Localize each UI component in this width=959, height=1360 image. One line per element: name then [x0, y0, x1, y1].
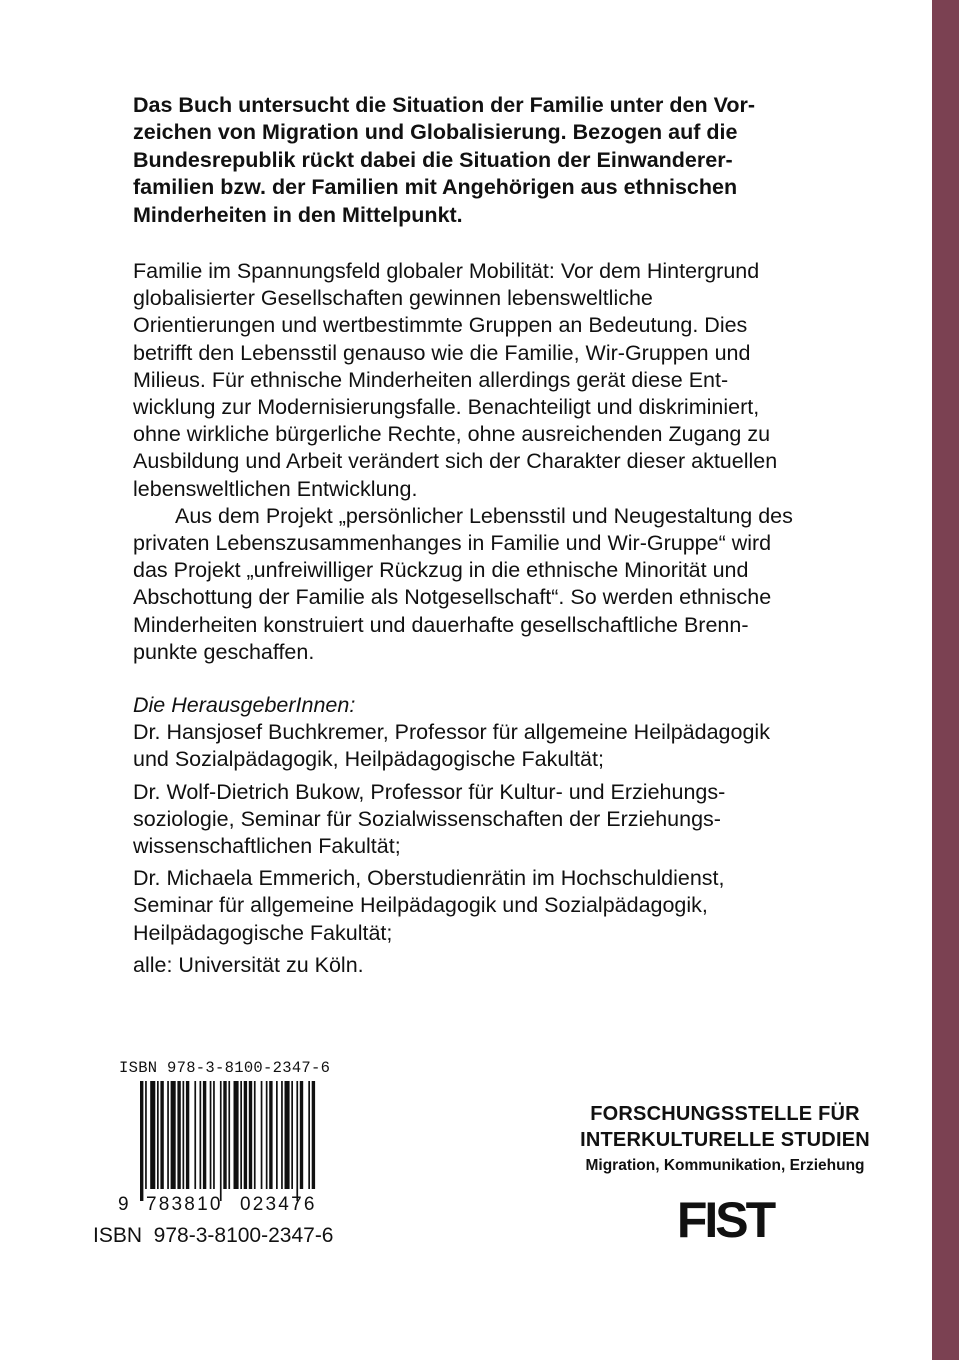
barcode-bar: [223, 1081, 226, 1189]
publisher-line-1: FORSCHUNGSSTELLE FÜR: [590, 1103, 860, 1125]
barcode-bar: [266, 1081, 268, 1189]
editor-entry: [133, 719, 893, 773]
barcode-bar: [291, 1081, 293, 1189]
barcode-bar: [213, 1081, 215, 1189]
editor-line: wissenschaftlichen Fakultät;: [133, 834, 401, 859]
body-line: lebensweltlichen Entwicklung.: [133, 476, 418, 501]
barcode-bar: [281, 1081, 283, 1189]
barcode-bar: [200, 1081, 202, 1189]
intro-line: Das Buch untersucht die Situation der Familie unter den Vor-: [133, 93, 755, 117]
barcode-right-digits: 023476: [240, 1194, 317, 1213]
publisher-tagline: Migration, Kommunikation, Erziehung: [585, 1157, 865, 1174]
barcode-bar: [312, 1081, 315, 1189]
editor-line: Dr. Michaela Emmerich, Oberstudienrätin im Hochschuldienst,: [133, 866, 725, 891]
editors-section: [133, 692, 893, 979]
barcode-bar: [261, 1081, 263, 1189]
barcode-bar: [140, 1081, 143, 1201]
isbn-text: ISBN 978-3-8100-2347-6: [93, 1224, 334, 1247]
barcode-left-digits: 783810: [146, 1194, 223, 1213]
editors-heading: Die HerausgeberInnen:: [133, 693, 356, 717]
editor-entry: [133, 865, 893, 947]
body-line: punkte geschaffen.: [133, 639, 315, 664]
editor-line: Dr. Wolf-Dietrich Bukow, Professor für Kultur- und Erziehungs-: [133, 779, 726, 804]
publisher-line-2: INTERKULTURELLE STUDIEN: [580, 1129, 870, 1151]
editor-line: Seminar für allgemeine Heilpädagogik und Sozialpädagogik,: [133, 893, 708, 918]
barcode-bar: [203, 1081, 206, 1189]
body-line: wicklung zur Modernisierungsfalle. Benachteiligt und diskriminiert,: [133, 395, 760, 420]
body-line: Orientierungen und wertbestimmte Gruppen an Bedeutung. Dies: [133, 313, 748, 338]
editor-line: Heilpädagogische Fakultät;: [133, 920, 393, 945]
publisher-block: [540, 1101, 910, 1247]
barcode-bar: [228, 1081, 230, 1189]
barcode-bar: [240, 1081, 242, 1189]
barcode-bar: [177, 1081, 180, 1189]
barcode-bar: [220, 1081, 222, 1201]
barcode-block: [116, 1060, 366, 1213]
barcode-bar: [145, 1081, 147, 1189]
barcode-bar: [244, 1081, 247, 1189]
barcode-bar: [234, 1081, 239, 1189]
barcode-bar: [249, 1081, 252, 1189]
barcode-bar: [167, 1081, 169, 1189]
barcode-bar: [194, 1081, 196, 1189]
barcode-bar: [210, 1081, 212, 1189]
body-line: Ausbildung und Arbeit verändert sich der Charakter dieser aktuellen: [133, 449, 778, 474]
barcode-isbn-label: ISBN 978-3-8100-2347-6: [119, 1059, 331, 1077]
barcode-bar: [171, 1081, 176, 1189]
editor-entry: [133, 952, 893, 979]
editor-line: und Sozialpädagogik, Heilpädagogische Fakultät;: [133, 747, 604, 772]
body-line: ohne wirkliche bürgerliche Rechte, ohne ausreichenden Zugang zu: [133, 422, 771, 447]
body-line: Familie im Spannungsfeld globaler Mobilität: Vor dem Hintergrund: [133, 259, 760, 283]
barcode-lead-digit: 9: [118, 1194, 129, 1213]
editor-entry: [133, 779, 893, 861]
book-spine: [932, 0, 959, 1360]
editor-line: Dr. Hansjosef Buchkremer, Professor für allgemeine Heilpädagogik: [133, 720, 770, 745]
body-line: Aus dem Projekt „persönlicher Lebensstil und Neugestaltung des: [175, 503, 793, 528]
barcode-bar: [160, 1081, 163, 1189]
fist-logo-text: FIST: [676, 1192, 774, 1247]
body-line: Milieus. Für ethnische Minderheiten allerdings gerät diese Ent-: [133, 367, 729, 392]
barcode-bar: [157, 1081, 159, 1189]
barcode: [116, 1081, 348, 1213]
intro-line: Minderheiten in den Mittelpunkt.: [133, 202, 463, 227]
body-line: privaten Lebenszusammenhanges in Familie und Wir-Gruppe“ wird: [133, 531, 772, 556]
body-text: [133, 258, 893, 666]
body-line: das Projekt „unfreiwilliger Rückzug in die ethnische Minorität und: [133, 558, 749, 583]
barcode-bar: [150, 1081, 155, 1189]
body-line: Abschottung der Familie als Notgesellschaft“. So werden ethnische: [133, 585, 772, 610]
barcode-bar: [285, 1081, 290, 1189]
fist-logo: [650, 1189, 800, 1247]
barcode-bar: [300, 1081, 303, 1189]
barcode-bar: [296, 1081, 298, 1201]
editor-line: alle: Universität zu Köln.: [133, 952, 364, 977]
barcode-bar: [183, 1081, 185, 1189]
body-line: betrifft den Lebensstil genauso wie die Familie, Wir-Gruppen und: [133, 340, 751, 365]
body-line: globalisierter Gesellschaften gewinnen lebensweltliche: [133, 286, 653, 311]
intro-line: familien bzw. der Familien mit Angehörigen aus ethnischen: [133, 175, 738, 200]
intro-line: Bundesrepublik rückt dabei die Situation der Einwanderer-: [133, 147, 733, 172]
barcode-bar: [276, 1081, 278, 1189]
body-line: Minderheiten konstruiert und dauerhafte gesellschaftliche Brenn-: [133, 612, 749, 637]
barcode-bars: [140, 1081, 315, 1201]
barcode-bar: [186, 1081, 189, 1189]
barcode-bar: [269, 1081, 272, 1189]
editor-line: soziologie, Seminar für Sozialwissenschaften der Erziehungs-: [133, 806, 721, 831]
intro-line: zeichen von Migration und Globalisierung. Bezogen auf die: [133, 120, 738, 145]
barcode-bar: [308, 1081, 310, 1189]
intro-paragraph: [133, 92, 893, 229]
barcode-bar: [254, 1081, 256, 1189]
